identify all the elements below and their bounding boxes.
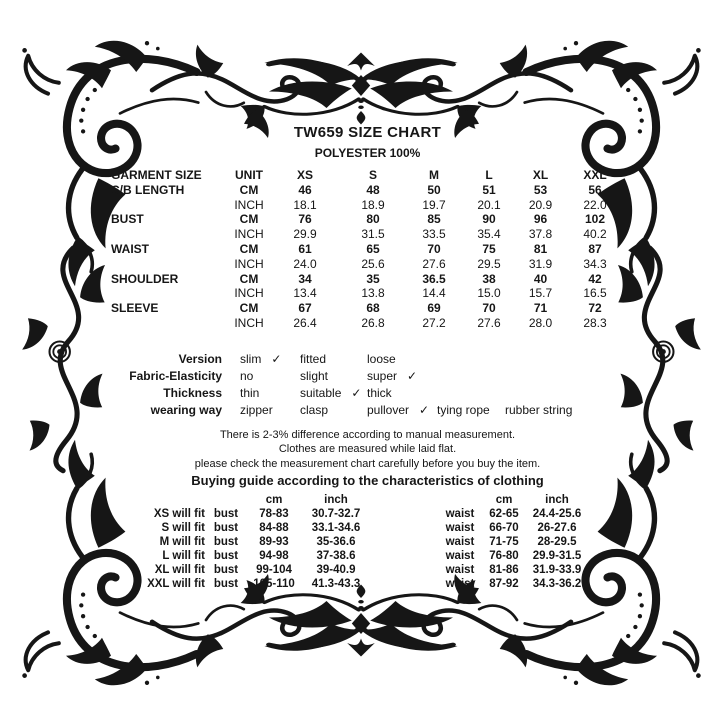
feature-option: super ✓ <box>367 369 418 384</box>
size-table-inch-row <box>111 316 624 331</box>
check-mark-icon: ✓ <box>419 403 430 418</box>
size-value: 20.9 <box>528 197 553 212</box>
size-value: 34 <box>298 271 312 286</box>
guide-row <box>147 549 587 563</box>
measure-label-empty <box>111 286 229 301</box>
bust-label: bust <box>213 522 239 535</box>
size-table-inch-row <box>111 257 624 272</box>
size-table-cm-row <box>111 183 624 198</box>
size-value: 19.7 <box>422 197 446 212</box>
bust-label: bust <box>213 564 239 577</box>
measure-label: SLEEVE <box>111 301 159 316</box>
waist-label: waist <box>445 564 475 577</box>
unit-label: CM <box>239 212 259 227</box>
guide-inch-header: inch <box>324 494 348 507</box>
feature-option: fitted <box>300 352 327 367</box>
guide-row <box>147 563 587 577</box>
waist-inch-range: 34.3-36.2 <box>532 578 582 591</box>
size-value: 25.6 <box>361 256 385 271</box>
check-mark-icon: ✓ <box>271 352 282 367</box>
guide-size-label: XS will fit <box>153 508 205 521</box>
feature-label: Thickness <box>163 386 222 401</box>
size-table-inch-row <box>111 198 624 213</box>
waist-inch-range: 31.9-33.9 <box>532 564 582 577</box>
feature-option: suitable ✓ <box>300 386 362 401</box>
feature-option: rubber string <box>505 403 573 418</box>
size-value: 96 <box>533 212 548 227</box>
guide-inch-header: inch <box>545 494 569 507</box>
size-column-header: XXL <box>583 168 607 182</box>
bust-cm-range: 89-93 <box>259 536 289 549</box>
waist-label: waist <box>445 578 475 591</box>
measure-label: BUST <box>111 212 144 227</box>
unit-label: INCH <box>234 256 264 271</box>
size-value: 14.4 <box>422 286 446 301</box>
feature-row-version <box>111 351 624 368</box>
size-value: 35.4 <box>477 227 501 242</box>
buying-guide-heading: Buying guide according to the characteristics of clothing <box>191 473 544 489</box>
size-value: 18.1 <box>293 197 317 212</box>
feature-option: slim ✓ <box>240 352 282 367</box>
size-value: 15.0 <box>477 286 501 301</box>
fabric-subtitle: POLYESTER 100% <box>314 146 421 160</box>
size-value: 42 <box>588 271 602 286</box>
unit-label: INCH <box>234 197 264 212</box>
feature-option: no <box>240 369 254 384</box>
feature-row-wearing-way <box>111 402 624 419</box>
size-value: 13.8 <box>361 286 385 301</box>
size-value: 67 <box>298 301 312 316</box>
feature-option: slight <box>300 369 329 384</box>
size-value: 90 <box>482 212 496 227</box>
size-value: 40.2 <box>583 227 607 242</box>
feature-label: Fabric-Elasticity <box>129 369 222 384</box>
measure-label-empty <box>111 227 229 242</box>
size-value: 38 <box>482 271 496 286</box>
size-value: 15.7 <box>528 286 553 301</box>
size-value: 102 <box>584 212 606 227</box>
waist-cm-range: 76-80 <box>489 550 519 563</box>
guide-row <box>147 577 587 591</box>
size-value: 27.6 <box>477 315 501 330</box>
measure-label-empty <box>111 316 229 331</box>
waist-inch-range: 28-29.5 <box>537 536 577 549</box>
size-chart-content <box>111 124 624 591</box>
size-value: 34.3 <box>583 256 607 271</box>
unit-label: INCH <box>234 315 264 330</box>
guide-row <box>147 507 587 521</box>
size-value: 26.8 <box>361 315 385 330</box>
check-mark-icon: ✓ <box>407 369 418 384</box>
guide-size-label: XXL will fit <box>147 578 205 591</box>
bust-cm-range: 105-110 <box>253 578 295 591</box>
size-value: 13.4 <box>293 286 317 301</box>
size-value: 24.0 <box>293 256 317 271</box>
measure-label-empty <box>111 198 229 213</box>
size-value: 28.0 <box>528 315 553 330</box>
size-value: 31.9 <box>528 256 553 271</box>
measure-label-empty <box>111 257 229 272</box>
size-column-header: L <box>485 168 493 182</box>
size-value: 56 <box>588 182 602 197</box>
size-value: 70 <box>482 301 496 316</box>
measure-label: SHOULDER <box>111 271 179 286</box>
size-value: 46 <box>298 182 312 197</box>
size-value: 29.5 <box>477 256 501 271</box>
feature-option: pullover ✓ <box>367 403 430 418</box>
size-column-header: M <box>429 168 439 182</box>
size-value: 33.5 <box>422 227 446 242</box>
waist-cm-range: 62-65 <box>489 508 519 521</box>
bust-inch-range: 33.1-34.6 <box>311 522 361 535</box>
feature-option: tying rope <box>437 403 490 418</box>
waist-label: waist <box>445 522 475 535</box>
note-line: There is 2-3% difference according to manual measurement. <box>219 428 516 441</box>
unit-label: INCH <box>234 286 264 301</box>
unit-label: CM <box>239 241 259 256</box>
size-value: 27.2 <box>422 315 446 330</box>
size-value: 53 <box>533 182 548 197</box>
size-value: 85 <box>427 212 441 227</box>
bust-cm-range: 84-88 <box>259 522 289 535</box>
size-value: 87 <box>588 241 602 256</box>
waist-inch-range: 29.9-31.5 <box>532 550 582 563</box>
size-column-header: XS <box>296 168 313 182</box>
size-value: 18.9 <box>361 197 385 212</box>
page-title: TW659 SIZE CHART <box>293 124 442 141</box>
size-value: 50 <box>427 182 441 197</box>
unit-label: CM <box>239 271 259 286</box>
measure-label: C/B LENGTH <box>111 182 185 197</box>
waist-inch-range: 26-27.6 <box>537 522 577 535</box>
guide-cm-header: cm <box>495 494 513 507</box>
waist-label: waist <box>445 536 475 549</box>
size-table-inch-row <box>111 286 624 301</box>
feature-option: thin <box>240 386 260 401</box>
size-value: 81 <box>533 241 548 256</box>
size-value: 76 <box>298 212 312 227</box>
note-line: please check the measurement chart carefully before you buy the item. <box>194 457 541 470</box>
size-table-inch-row <box>111 227 624 242</box>
size-value: 61 <box>298 241 312 256</box>
size-value: 75 <box>482 241 496 256</box>
size-table-cm-row <box>111 212 624 227</box>
size-value: 22.0 <box>583 197 607 212</box>
size-table-cm-row <box>111 242 624 257</box>
waist-cm-range: 66-70 <box>489 522 519 535</box>
feature-option: loose <box>367 352 396 367</box>
size-value: 36.5 <box>422 271 446 286</box>
guide-header-row <box>147 493 587 507</box>
measure-label: WAIST <box>111 241 149 256</box>
size-value: 37.8 <box>528 227 553 242</box>
feature-row-elasticity <box>111 368 624 385</box>
size-value: 71 <box>533 301 548 316</box>
guide-size-label: S will fit <box>161 522 205 535</box>
waist-cm-range: 81-86 <box>489 564 519 577</box>
bust-cm-range: 78-83 <box>259 508 289 521</box>
size-value: 48 <box>366 182 380 197</box>
bust-label: bust <box>213 578 239 591</box>
waist-cm-range: 87-92 <box>489 578 519 591</box>
buying-guide-table <box>147 493 587 591</box>
bust-inch-range: 30.7-32.7 <box>311 508 361 521</box>
waist-label: waist <box>445 508 475 521</box>
size-value: 70 <box>427 241 441 256</box>
feature-label: Version <box>178 352 222 367</box>
size-value: 28.3 <box>583 315 607 330</box>
size-value: 51 <box>482 182 496 197</box>
bust-label: bust <box>213 508 239 521</box>
waist-cm-range: 71-75 <box>489 536 519 549</box>
size-value: 35 <box>366 271 380 286</box>
guide-cm-header: cm <box>265 494 283 507</box>
size-value: 69 <box>427 301 441 316</box>
size-table-cm-row <box>111 272 624 287</box>
measurement-notes <box>111 428 624 490</box>
size-value: 20.1 <box>477 197 501 212</box>
feature-option: zipper <box>240 403 273 418</box>
feature-row-thickness <box>111 385 624 402</box>
bust-inch-range: 35-36.6 <box>316 536 356 549</box>
size-value: 27.6 <box>422 256 446 271</box>
waist-label: waist <box>445 550 475 563</box>
guide-row <box>147 521 587 535</box>
guide-size-label: XL will fit <box>154 564 205 577</box>
size-value: 65 <box>366 241 380 256</box>
bust-label: bust <box>213 550 239 563</box>
unit-header: UNIT <box>235 168 263 182</box>
bust-inch-range: 37-38.6 <box>316 550 356 563</box>
size-value: 72 <box>588 301 602 316</box>
waist-inch-range: 24.4-25.6 <box>532 508 582 521</box>
unit-label: CM <box>239 301 259 316</box>
unit-label: CM <box>239 182 259 197</box>
note-line: Clothes are measured while laid flat. <box>278 443 457 456</box>
bust-label: bust <box>213 536 239 549</box>
feature-label: wearing way <box>150 403 222 418</box>
size-table <box>111 168 624 331</box>
feature-option: clasp <box>300 403 329 418</box>
size-value: 40 <box>533 271 548 286</box>
bust-cm-range: 99-104 <box>256 564 292 577</box>
unit-label: INCH <box>234 227 264 242</box>
size-value: 80 <box>366 212 380 227</box>
bust-inch-range: 41.3-43.3 <box>311 578 361 591</box>
check-mark-icon: ✓ <box>351 386 362 401</box>
size-value: 26.4 <box>293 315 317 330</box>
feature-option: thick <box>367 386 392 401</box>
guide-size-label: M will fit <box>159 536 205 549</box>
features-section <box>111 351 624 419</box>
guide-row <box>147 535 587 549</box>
size-value: 31.5 <box>361 227 385 242</box>
size-table-header-row <box>111 168 624 183</box>
size-value: 29.9 <box>293 227 317 242</box>
bust-inch-range: 39-40.9 <box>316 564 356 577</box>
size-value: 16.5 <box>583 286 607 301</box>
garment-size-header: GARMENT SIZE <box>111 168 202 182</box>
size-column-header: XL <box>532 168 549 182</box>
bust-cm-range: 94-98 <box>259 550 289 563</box>
guide-size-label: L will fit <box>162 550 205 563</box>
size-column-header: S <box>368 168 377 182</box>
size-table-cm-row <box>111 301 624 316</box>
size-value: 68 <box>366 301 380 316</box>
